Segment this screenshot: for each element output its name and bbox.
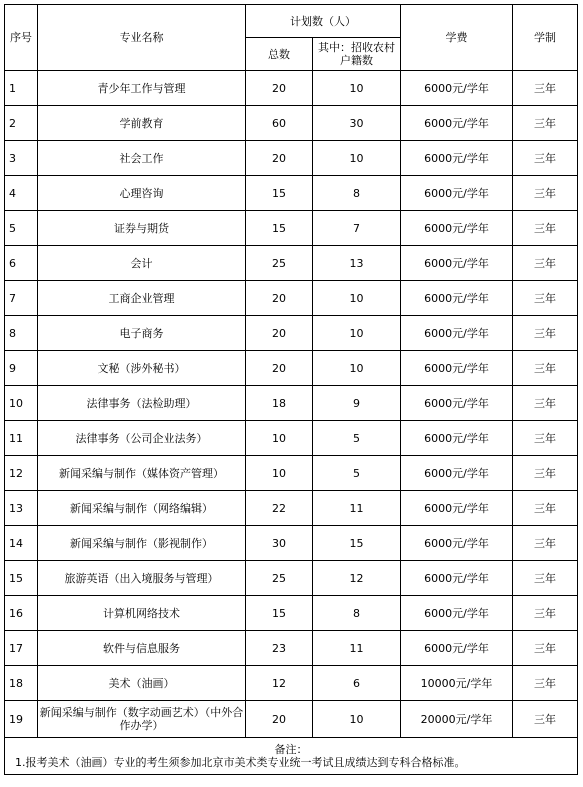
row-total: 15 [246, 596, 313, 631]
table-row [5, 106, 578, 141]
row-major-name: 旅游英语（出入境服务与管理） [38, 561, 246, 596]
row-total: 20 [246, 141, 313, 176]
row-seq: 18 [5, 666, 38, 701]
table-row [5, 456, 578, 491]
row-rural: 30 [313, 106, 401, 141]
table-row [5, 246, 578, 281]
row-duration: 三年 [513, 526, 578, 561]
row-major-name: 证券与期货 [38, 211, 246, 246]
row-total: 20 [246, 316, 313, 351]
header-row-1 [5, 5, 578, 38]
row-seq: 2 [5, 106, 38, 141]
row-seq: 17 [5, 631, 38, 666]
row-total: 10 [246, 421, 313, 456]
row-total: 20 [246, 71, 313, 106]
row-fee: 10000元/学年 [401, 666, 513, 701]
row-fee: 6000元/学年 [401, 351, 513, 386]
table-row [5, 561, 578, 596]
header-total: 总数 [246, 38, 313, 71]
row-major-name: 软件与信息服务 [38, 631, 246, 666]
row-major-name: 会计 [38, 246, 246, 281]
row-duration: 三年 [513, 561, 578, 596]
row-seq: 10 [5, 386, 38, 421]
row-total: 20 [246, 701, 313, 738]
row-total: 60 [246, 106, 313, 141]
row-rural: 5 [313, 456, 401, 491]
row-seq: 14 [5, 526, 38, 561]
row-duration: 三年 [513, 701, 578, 738]
row-seq: 19 [5, 701, 38, 738]
row-duration: 三年 [513, 666, 578, 701]
header-duration: 学制 [513, 5, 578, 71]
row-total: 22 [246, 491, 313, 526]
row-duration: 三年 [513, 386, 578, 421]
row-fee: 6000元/学年 [401, 421, 513, 456]
row-major-name: 新闻采编与制作（影视制作） [38, 526, 246, 561]
row-total: 23 [246, 631, 313, 666]
row-fee: 6000元/学年 [401, 106, 513, 141]
row-fee: 6000元/学年 [401, 246, 513, 281]
row-major-name: 法律事务（法检助理） [38, 386, 246, 421]
remarks-cell [5, 738, 578, 775]
row-seq: 9 [5, 351, 38, 386]
table-row [5, 596, 578, 631]
row-rural: 8 [313, 596, 401, 631]
row-major-name: 计算机网络技术 [38, 596, 246, 631]
row-fee: 6000元/学年 [401, 141, 513, 176]
row-duration: 三年 [513, 176, 578, 211]
row-seq: 6 [5, 246, 38, 281]
row-duration: 三年 [513, 106, 578, 141]
row-rural: 11 [313, 631, 401, 666]
row-seq: 11 [5, 421, 38, 456]
row-major-name: 新闻采编与制作（数字动画艺术）（中外合作办学） [38, 701, 246, 738]
table-row [5, 211, 578, 246]
table-row [5, 421, 578, 456]
row-rural: 6 [313, 666, 401, 701]
row-rural: 10 [313, 141, 401, 176]
row-total: 30 [246, 526, 313, 561]
header-major: 专业名称 [38, 5, 246, 71]
row-duration: 三年 [513, 631, 578, 666]
row-total: 25 [246, 246, 313, 281]
row-duration: 三年 [513, 211, 578, 246]
row-major-name: 电子商务 [38, 316, 246, 351]
row-rural: 7 [313, 211, 401, 246]
row-seq: 4 [5, 176, 38, 211]
row-fee: 6000元/学年 [401, 596, 513, 631]
row-fee: 20000元/学年 [401, 701, 513, 738]
enrollment-plan-table [4, 4, 578, 775]
row-rural: 8 [313, 176, 401, 211]
row-duration: 三年 [513, 456, 578, 491]
row-rural: 10 [313, 351, 401, 386]
row-seq: 15 [5, 561, 38, 596]
row-seq: 8 [5, 316, 38, 351]
row-fee: 6000元/学年 [401, 281, 513, 316]
remarks-line-1: 1.报考美术（油画）专业的考生须参加北京市美术类专业统一考试且成绩达到专科合格标准。 [15, 756, 466, 769]
row-rural: 9 [313, 386, 401, 421]
row-major-name: 文秘（涉外秘书） [38, 351, 246, 386]
row-rural: 15 [313, 526, 401, 561]
row-seq: 16 [5, 596, 38, 631]
table-row [5, 71, 578, 106]
row-rural: 10 [313, 71, 401, 106]
table-body [5, 71, 578, 738]
table-row [5, 316, 578, 351]
row-seq: 12 [5, 456, 38, 491]
row-fee: 6000元/学年 [401, 316, 513, 351]
row-major-name: 心理咨询 [38, 176, 246, 211]
row-fee: 6000元/学年 [401, 211, 513, 246]
row-duration: 三年 [513, 491, 578, 526]
remarks-title: 备注： [274, 743, 308, 756]
header-seq: 序号 [5, 5, 38, 71]
row-total: 25 [246, 561, 313, 596]
table-row [5, 526, 578, 561]
row-major-name: 美术（油画） [38, 666, 246, 701]
table-row [5, 491, 578, 526]
row-major-name: 学前教育 [38, 106, 246, 141]
table-row [5, 141, 578, 176]
table-row [5, 631, 578, 666]
row-rural: 10 [313, 316, 401, 351]
row-rural: 10 [313, 701, 401, 738]
row-total: 12 [246, 666, 313, 701]
row-seq: 5 [5, 211, 38, 246]
row-seq: 7 [5, 281, 38, 316]
row-duration: 三年 [513, 316, 578, 351]
row-rural: 11 [313, 491, 401, 526]
row-rural: 13 [313, 246, 401, 281]
row-seq: 1 [5, 71, 38, 106]
row-major-name: 社会工作 [38, 141, 246, 176]
header-rural: 其中：招收农村户籍数 [313, 38, 401, 71]
row-major-name: 青少年工作与管理 [38, 71, 246, 106]
row-major-name: 工商企业管理 [38, 281, 246, 316]
row-seq: 13 [5, 491, 38, 526]
row-fee: 6000元/学年 [401, 456, 513, 491]
remarks-row [5, 738, 578, 775]
header-fee: 学费 [401, 5, 513, 71]
row-total: 18 [246, 386, 313, 421]
row-fee: 6000元/学年 [401, 526, 513, 561]
table-row [5, 666, 578, 701]
row-rural: 12 [313, 561, 401, 596]
row-duration: 三年 [513, 141, 578, 176]
row-seq: 3 [5, 141, 38, 176]
row-duration: 三年 [513, 351, 578, 386]
row-rural: 10 [313, 281, 401, 316]
row-fee: 6000元/学年 [401, 386, 513, 421]
row-duration: 三年 [513, 246, 578, 281]
row-major-name: 法律事务（公司企业法务） [38, 421, 246, 456]
row-total: 20 [246, 281, 313, 316]
row-total: 15 [246, 176, 313, 211]
table-row [5, 701, 578, 738]
row-fee: 6000元/学年 [401, 71, 513, 106]
row-duration: 三年 [513, 421, 578, 456]
row-duration: 三年 [513, 71, 578, 106]
table-row [5, 176, 578, 211]
table-row [5, 351, 578, 386]
table-row [5, 281, 578, 316]
row-major-name: 新闻采编与制作（媒体资产管理） [38, 456, 246, 491]
row-fee: 6000元/学年 [401, 491, 513, 526]
row-major-name: 新闻采编与制作（网络编辑） [38, 491, 246, 526]
row-duration: 三年 [513, 596, 578, 631]
table-row [5, 386, 578, 421]
row-total: 15 [246, 211, 313, 246]
row-total: 20 [246, 351, 313, 386]
row-fee: 6000元/学年 [401, 561, 513, 596]
row-duration: 三年 [513, 281, 578, 316]
row-total: 10 [246, 456, 313, 491]
row-rural: 5 [313, 421, 401, 456]
header-plan: 计划数（人） [246, 5, 401, 38]
row-fee: 6000元/学年 [401, 176, 513, 211]
row-fee: 6000元/学年 [401, 631, 513, 666]
